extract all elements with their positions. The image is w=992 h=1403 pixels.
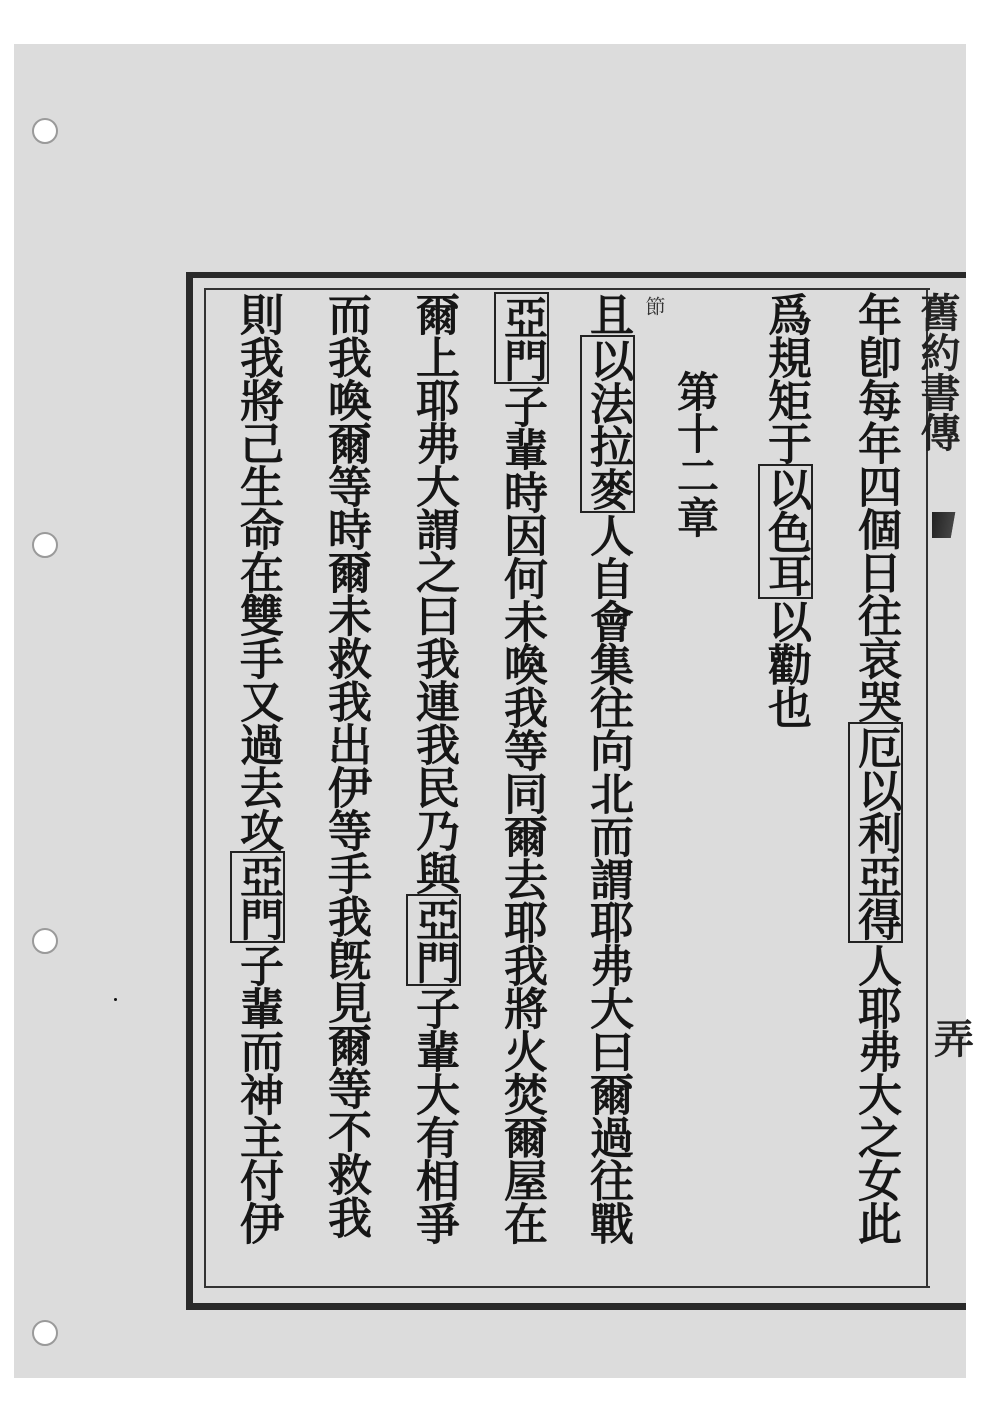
running-title: 舊約書傳 [914,292,961,452]
text-segment: 則我將己生命在雙手又過去攻 [232,292,283,851]
boxed-proper-name: 亞門 [494,292,549,384]
text-segment: 子輩而神主付伊 [232,943,283,1244]
text-column [232,292,283,1244]
text-segment: 爲規矩于 [760,292,811,464]
ink-speck [114,998,117,1001]
text-segment: 而我喚爾等時爾未救我出伊等手我旣見爾等不救我 [320,292,371,1238]
text-segment: 人耶弗大之女此 [850,943,901,1244]
text-segment: 子輩時因何未喚我等同爾去耶我將火焚爾屋在 [496,384,547,1244]
boxed-proper-name: 以色耳 [758,464,813,599]
gloss-annotation: 節 [642,296,666,316]
boxed-proper-name: 厄以利亞得 [848,722,903,943]
text-column [408,292,459,1244]
inner-print-frame [204,288,930,1288]
text-column [850,292,901,1244]
punch-hole [32,118,58,144]
text-segment: 人自會集往向北而謂耶弗大曰爾過往戰 [582,513,633,1244]
fishtail-mark [932,512,966,538]
text-column [760,292,811,728]
boxed-proper-name: 亞門 [406,894,461,986]
margin-character: 弄 [934,1016,974,1063]
punch-hole [32,928,58,954]
text-column [496,292,547,1244]
text-column [582,292,633,1244]
punch-hole [32,1320,58,1346]
boxed-proper-name: 以法拉麥 [580,335,635,513]
text-segment: 以勸也 [760,599,811,728]
punch-hole [32,532,58,558]
text-segment: 子輩大有相爭 [408,986,459,1244]
text-segment: 年卽每年四個日往哀哭 [850,292,901,722]
text-column [320,292,371,1238]
text-segment: 爾上耶弗大謂之曰我連我民乃與 [408,292,459,894]
text-segment: 且 [582,292,633,335]
boxed-proper-name: 亞門 [230,851,285,943]
chapter-heading: 第十二章 [671,370,720,538]
